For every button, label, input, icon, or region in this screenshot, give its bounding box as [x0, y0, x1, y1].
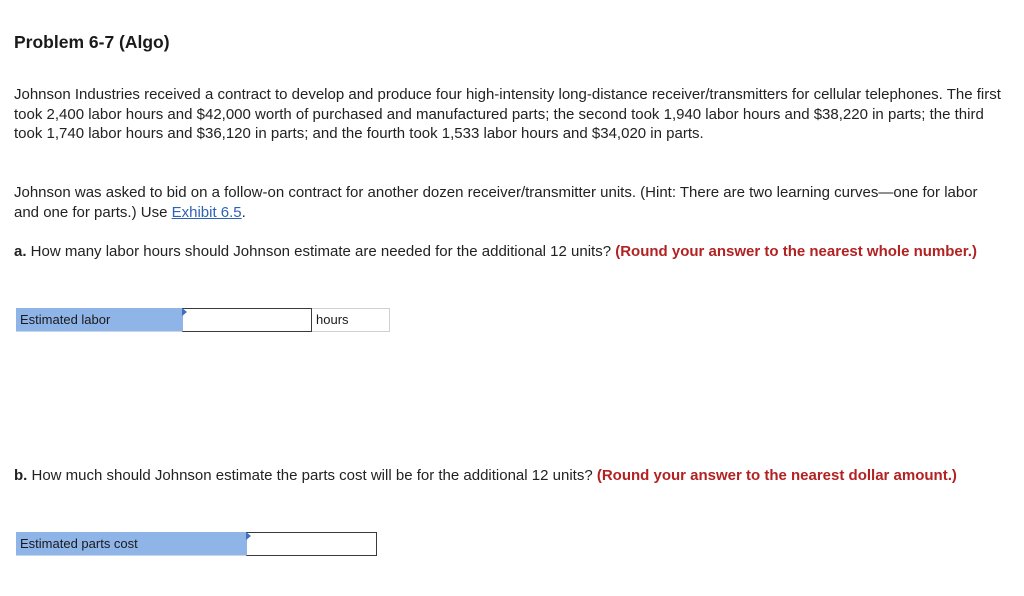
question-a-text: How many labor hours should Johnson estimate are needed for the additional 12 units? — [26, 243, 616, 260]
exhibit-link[interactable]: Exhibit 6.5 — [171, 203, 242, 221]
estimated-labor-input-wrap — [182, 308, 312, 332]
question-b — [14, 466, 1004, 486]
estimated-parts-cost-label: Estimated parts cost — [16, 532, 246, 556]
answer-row-labor — [16, 308, 390, 332]
estimated-parts-cost-input[interactable] — [246, 532, 377, 556]
question-b-hint: (Round your answer to the nearest dollar amount.) — [596, 467, 957, 484]
question-a — [14, 242, 1004, 262]
estimated-labor-input[interactable] — [182, 308, 312, 332]
bid-instructions-text: Johnson was asked to bid on a follow-on contract for another dozen receiver/transmitter units. (Hint: There are two learning curves—one for labor and one for parts.) Use — [14, 184, 978, 221]
estimated-parts-cost-input-wrap — [246, 532, 377, 556]
problem-title: Problem 6-7 (Algo) — [14, 32, 170, 52]
estimated-labor-label: Estimated labor — [16, 308, 182, 332]
bid-instructions-end: . — [241, 203, 246, 221]
question-b-text: How much should Johnson estimate the parts cost will be for the additional 12 units? — [27, 467, 597, 484]
labor-unit-label: hours — [312, 308, 390, 332]
question-a-letter: a. — [14, 243, 27, 260]
question-b-letter: b. — [14, 467, 28, 484]
question-a-hint: (Round your answer to the nearest whole number.) — [615, 243, 977, 260]
answer-row-parts — [16, 532, 377, 556]
problem-description: Johnson Industries received a contract to develop and produce four high-intensity long-distance receiver/transmitters for cellular telephones. The first took 2,400 labor hours and $42,000 worth of purchased and manufactured parts; the second took 1,940 labor hours and $38,220 in parts; the third took 1,740 labor hours and $36,120 in parts; and the fourth took 1,533 labor hours and $34,020 in parts. — [14, 86, 1001, 142]
bid-instructions — [14, 183, 1004, 222]
